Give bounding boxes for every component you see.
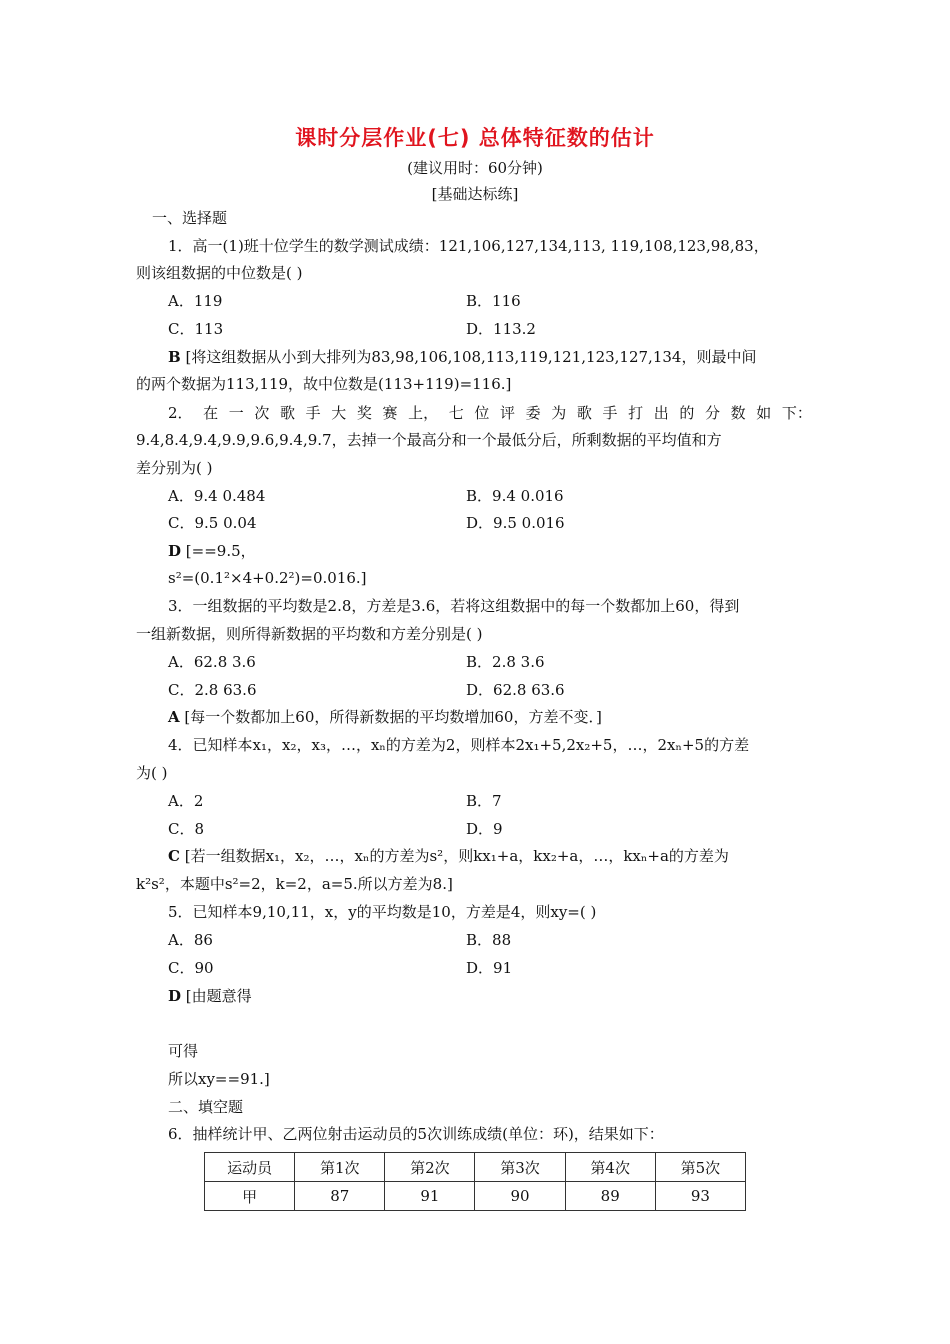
q4-text: 4．已知样本x₁，x₂，x₃，…，xₙ的方差为2，则样本2x₁+5,2x₂+5，…，2xₙ+5的方差 <box>168 736 750 754</box>
q2-text-segment: 评 <box>500 404 516 422</box>
q2-text-segment: 奖 <box>356 404 372 422</box>
q2-text-segment: 为 <box>551 404 567 422</box>
score-table <box>204 1152 746 1211</box>
q2-option-d: D．9.5 0.016 <box>466 514 565 532</box>
section-tag: [基础达标练] <box>431 185 519 203</box>
table-cell: 89 <box>565 1182 655 1211</box>
table-cell: 93 <box>655 1182 745 1211</box>
q2-text-segment: 歌 <box>280 404 296 422</box>
q2-text-segment: 手 <box>305 404 321 422</box>
q5-answer <box>168 986 252 1006</box>
table-header-cell: 第4次 <box>565 1153 655 1182</box>
q2-text-segment: 位 <box>474 404 490 422</box>
q2-text-segment: 一 <box>228 404 244 422</box>
q5-answer-cont2: 所以xy==91.] <box>168 1070 270 1088</box>
q2-text-segment: 下： <box>781 404 812 422</box>
q2-text-segment: 赛 <box>382 404 398 422</box>
q1-answer-text: [将这组数据从小到大排列为83,98,106,108,113,119,121,123,127,134，则最中间 <box>185 348 757 366</box>
q4-option-c: C．8 <box>168 820 205 838</box>
q6-text: 6．抽样统计甲、乙两位射击运动员的5次训练成绩(单位：环)，结果如下： <box>168 1125 664 1143</box>
table-cell: 87 <box>295 1182 385 1211</box>
q2-text-segment: 手 <box>602 404 618 422</box>
q5-answer-cont: 可得 <box>168 1042 199 1060</box>
q5-answer-text: [由题意得 <box>185 987 252 1005</box>
q4-option-b: B．7 <box>466 792 502 810</box>
table-header-cell: 运动员 <box>205 1153 295 1182</box>
q1-option-a: A．119 <box>168 292 223 310</box>
q2-text-segment: 打 <box>628 404 644 422</box>
q2-option-a: A．9.4 0.484 <box>168 487 266 505</box>
q4-option-d: D．9 <box>466 820 503 838</box>
q1-answer <box>168 347 756 367</box>
page-title: 课时分层作业(七) 总体特征数的估计 <box>295 126 655 150</box>
q2-text-segment: 上， <box>408 404 439 422</box>
q5-option-a: A．86 <box>168 931 213 949</box>
table-header-cell: 第3次 <box>475 1153 565 1182</box>
suggested-time: (建议用时：60分钟) <box>407 159 543 177</box>
q2-text-segment: 大 <box>331 404 347 422</box>
table-header-cell: 第5次 <box>655 1153 745 1182</box>
q1-option-c: C．113 <box>168 320 224 338</box>
q1-option-b: B．116 <box>466 292 521 310</box>
q2-text-segment: 在 <box>203 404 219 422</box>
q2-option-b: B．9.4 0.016 <box>466 487 564 505</box>
q2-text-segment: 数 <box>730 404 746 422</box>
q3-text: 3．一组数据的平均数是2.8，方差是3.6，若将这组数据中的每一个数都加上60，得到 <box>168 597 740 615</box>
q2-text-segment: 出 <box>653 404 669 422</box>
table-header-cell: 第2次 <box>385 1153 475 1182</box>
q1-answer-cont: 的两个数据为113,119，故中位数是(113+119)=116.] <box>136 375 512 393</box>
q5-answer-letter: D <box>168 987 182 1005</box>
q3-answer-text: [每一个数都加上60，所得新数据的平均数增加60，方差不变．] <box>184 708 602 726</box>
q4-option-a: A．2 <box>168 792 204 810</box>
q4-text-cont: 为( ) <box>136 764 168 782</box>
q2-answer-letter: D <box>168 542 182 560</box>
part-heading-choice: 一、选择题 <box>152 209 228 227</box>
q1-text-cont: 则该组数据的中位数是( ) <box>136 264 303 282</box>
q2-text-segment: 歌 <box>576 404 592 422</box>
q4-answer-text: [若一组数据x₁，x₂，…，xₙ的方差为s²，则kx₁+a，kx₂+a，…，kxₙ+a的方差为 <box>184 847 729 865</box>
q3-answer-letter: A <box>168 708 180 726</box>
q2-text-segment: 次 <box>254 404 270 422</box>
q2-text-segment: 委 <box>525 404 541 422</box>
table-row <box>205 1182 746 1211</box>
q3-text-cont: 一组新数据，则所得新数据的平均数和方差分别是( ) <box>136 625 483 643</box>
q2-text <box>168 403 812 423</box>
q3-option-b: B．2.8 3.6 <box>466 653 545 671</box>
q2-text-cont: 9.4,8.4,9.4,9.9,9.6,9.4,9.7，去掉一个最高分和一个最低分后，所剩数据的平均值和方 <box>136 431 722 449</box>
q4-answer <box>168 846 729 866</box>
q3-option-d: D．62.8 63.6 <box>466 681 565 699</box>
q1-text: 1．高一(1)班十位学生的数学测试成绩：121,106,127,134,113, 119,108,123,98,83， <box>168 237 769 255</box>
q4-answer-cont: k²s²，本题中s²=2，k=2，a=5.所以方差为8.] <box>136 875 453 893</box>
q5-option-c: C．90 <box>168 959 214 977</box>
q5-text: 5．已知样本9,10,11，x，y的平均数是10，方差是4，则xy=( ) <box>168 903 597 921</box>
q2-option-c: C．9.5 0.04 <box>168 514 257 532</box>
q2-text-segment: 七 <box>448 404 464 422</box>
q3-option-c: C．2.8 63.6 <box>168 681 257 699</box>
q2-text-cont2: 差分别为( ) <box>136 459 213 477</box>
q2-text-segment: 如 <box>756 404 772 422</box>
q2-answer <box>168 541 256 561</box>
q5-option-b: B．88 <box>466 931 512 949</box>
q2-text-segment: 2． <box>168 404 193 422</box>
table-cell: 91 <box>385 1182 475 1211</box>
table-cell: 甲 <box>205 1182 295 1211</box>
table-cell: 90 <box>475 1182 565 1211</box>
q2-text-segment: 的 <box>679 404 695 422</box>
q2-text-segment: 分 <box>705 404 721 422</box>
q4-answer-letter: C <box>168 847 180 865</box>
q5-option-d: D．91 <box>466 959 513 977</box>
table-header-cell: 第1次 <box>295 1153 385 1182</box>
q2-answer-cont: s²=(0.1²×4+0.2²)=0.016.] <box>168 569 367 587</box>
q3-option-a: A．62.8 3.6 <box>168 653 256 671</box>
q3-answer <box>168 707 602 727</box>
q1-answer-letter: B <box>168 348 181 366</box>
part-heading-fill: 二、填空题 <box>168 1098 244 1116</box>
table-header-row <box>205 1153 746 1182</box>
q2-answer-text: [==9.5， <box>185 542 256 560</box>
q1-option-d: D．113.2 <box>466 320 536 338</box>
